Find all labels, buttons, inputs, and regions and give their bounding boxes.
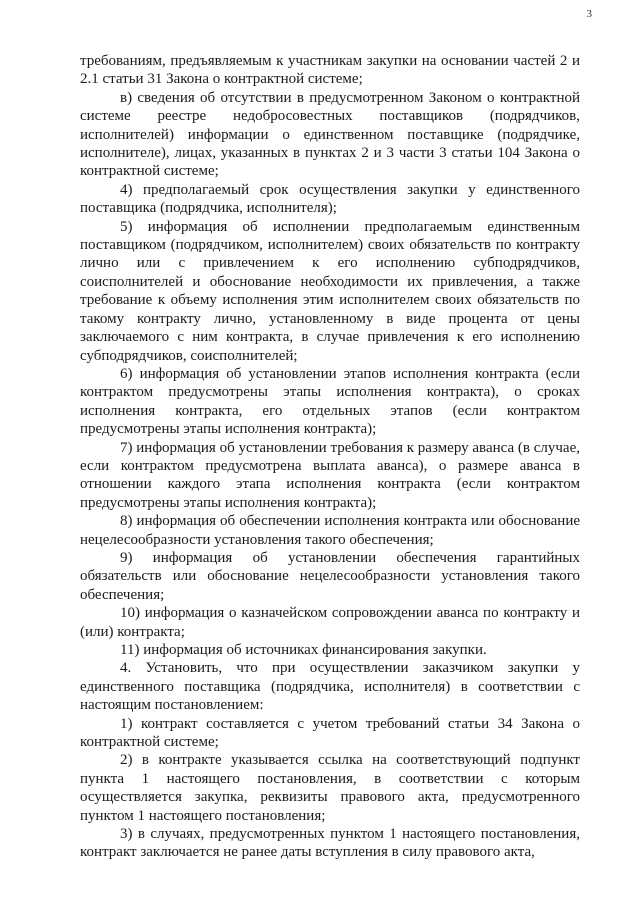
paragraph-subitem-1: 1) контракт составляется с учетом требований статьи 34 Закона о контрактной системе; [80, 715, 580, 751]
paragraph-item-7: 7) информация об установлении требования к размеру аванса (в случае, если контрактом предусмотрена выплата аванса), о размере аванса в отношении каждого этапа исполнения контракта (если контрактом предусмотрены этапы исполнения контракта); [80, 439, 580, 511]
paragraph-item-5: 5) информация об исполнении предполагаемым единственным поставщиком (подрядчиком, исполнителем) своих обязательств по контракту лично или с привлечением к его исполнению субподрядчиков, соисполнителей и обоснование необходимости их привлечения, а также требование к объему исполнения этим исполнителем своих обязательств по такому контракту лично, установленному в виде процента от цены заключаемого с ним контракта, в случае привлечения к его исполнению субподрядчиков, соисполнителей; [80, 218, 580, 364]
paragraph-item-11: 11) информация об источниках финансирования закупки. [120, 642, 487, 658]
paragraph-item-8: 8) информация об обеспечении исполнения контракта или обоснование нецелесообразности установления такого обеспечения; [80, 513, 580, 548]
paragraph-item-v: в) сведения об отсутствии в предусмотренном Законом о контрактной системе реестре недобросовестных поставщиков (подрядчиков, исполнителей) информации о единственном поставщике (подрядчике, исполнителе), лицах, указанных в пунктах 2 и 3 части 3 статьи 104 Закона о контрактной системе; [80, 89, 580, 180]
paragraph-item-10: 10) информация о казначейском сопровождении аванса по контракту и (или) контракта; [80, 605, 580, 640]
document-body [80, 52, 580, 862]
paragraph-subitem-2: 2) в контракте указывается ссылка на соответствующий подпункт пункта 1 настоящего постановления, в соответствии с которым осуществляется закупка, реквизиты правового акта, предусмотренного пунктом 1 настоящего постановления; [80, 752, 580, 824]
paragraph-item-4: 4) предполагаемый срок осуществления закупки у единственного поставщика (подрядчика, исполнителя); [80, 181, 580, 217]
paragraph-item-9: 9) информация об установлении обеспечения гарантийных обязательств или обоснование нецелесообразности установления такого обеспечения; [80, 549, 580, 603]
paragraph-item-6: 6) информация об установлении этапов исполнения контракта (если контрактом предусмотрены этапы исполнения контракта), о сроках исполнения контракта, его отдельных этапов (если контрактом предусмотрены этапы исполнения контракта); [80, 365, 580, 438]
paragraph-continuation: требованиям, предъявляемым к участникам закупки на основании частей 2 и 2.1 статьи 31 Закона о контрактной системе; [80, 53, 580, 88]
paragraph-section-4: 4. Установить, что при осуществлении заказчиком закупки у единственного поставщика (подрядчика, исполнителя) в соответствии с настоящим постановлением: [80, 660, 580, 714]
paragraph-subitem-3: 3) в случаях, предусмотренных пунктом 1 настоящего постановления, контракт заключается не ранее даты вступления в силу правового акта, [80, 826, 580, 861]
page-number: 3 [586, 8, 592, 20]
